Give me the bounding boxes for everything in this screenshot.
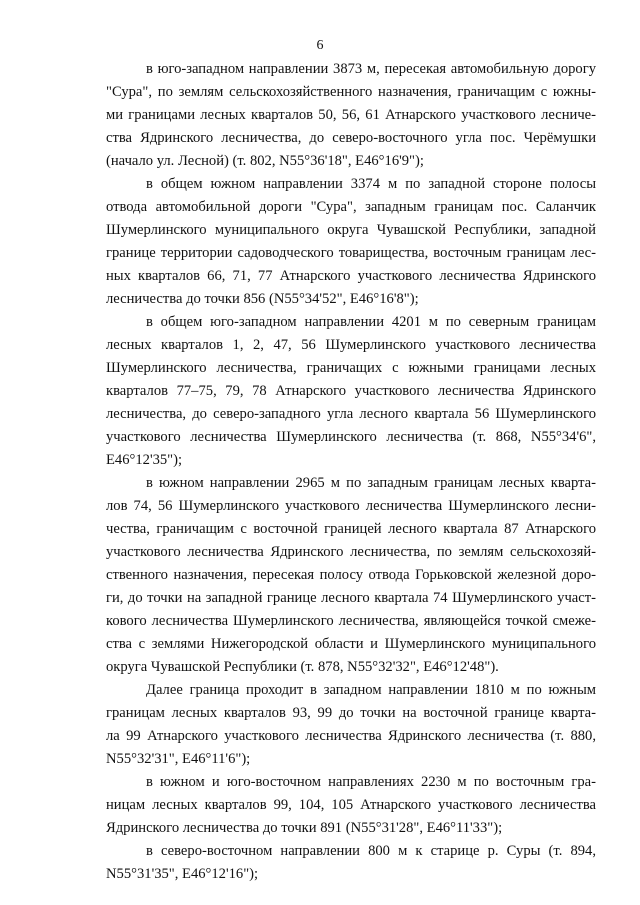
- paragraph: [106, 472, 596, 679]
- text-line: лесничества до точки 856 (N55°34'52", E46°16'8");: [106, 291, 419, 307]
- text-line: участкового лесничества Ядринского лесничества, по землям сельскохозяй-: [106, 544, 596, 560]
- text-line: кового лесничества Шумерлинского лесничества, являющейся точкой смеже-: [106, 613, 596, 629]
- paragraph: [106, 771, 596, 840]
- text-line: Шумерлинского лесничества, граничащих с южными границами лесных: [106, 360, 596, 376]
- text-line: ства с землями Нижегородской области и Шумерлинского муниципального: [106, 636, 596, 652]
- text-line: лесничества, до северо-западного угла лесного квартала 56 Шумерлинского: [106, 406, 596, 422]
- text-line: границе территории садоводческого товарищества, восточным границам лес-: [106, 245, 596, 261]
- text-line: E46°12'35");: [106, 452, 183, 468]
- text-line: "Сура", по землям сельскохозяйственного назначения, граничащим с южны-: [106, 84, 596, 100]
- text-line: округа Чувашской Республики (т. 878, N55°32'32", E46°12'48").: [106, 659, 499, 675]
- paragraph: [106, 173, 596, 311]
- text-line: в южном и юго-восточном направлениях 2230 м по восточным гра-: [146, 774, 596, 790]
- page-number: 6: [316, 38, 324, 53]
- text-line: границам лесных кварталов 93, 99 до точки на восточной границе кварта-: [106, 705, 596, 721]
- text-line: ла 99 Атнарского участкового лесничества Ядринского лесничества (т. 880,: [106, 728, 596, 744]
- text-line: в северо-восточном направлении 800 м к старице р. Суры (т. 894,: [146, 843, 596, 859]
- text-line: кварталов 77–75, 79, 78 Атнарского участкового лесничества Ядринского: [106, 383, 596, 399]
- document-body: [106, 58, 596, 886]
- paragraph: [106, 311, 596, 472]
- text-line: отвода автомобильной дороги "Сура", западным границам пос. Саланчик: [106, 199, 596, 215]
- text-line: лов 74, 56 Шумерлинского участкового лесничества Шумерлинского лесни-: [106, 498, 596, 514]
- text-line: в общем юго-западном направлении 4201 м по северным границам: [146, 314, 596, 330]
- text-line: ных кварталов 66, 71, 77 Атнарского участкового лесничества Ядринского: [106, 268, 596, 284]
- text-line: ги, до точки на западной границе лесного квартала 74 Шумерлинского участ-: [106, 590, 596, 606]
- text-line: в южном направлении 2965 м по западным границам лесных кварта-: [146, 475, 596, 491]
- text-line: в общем южном направлении 3374 м по западной стороне полосы: [146, 176, 596, 192]
- text-line: чества, граничащим с восточной границей лесного квартала 87 Атнарского: [106, 521, 596, 537]
- text-line: Далее граница проходит в западном направлении 1810 м по южным: [146, 682, 596, 698]
- paragraph: [106, 840, 596, 886]
- text-line: N55°32'31", E46°11'6");: [106, 751, 251, 767]
- text-line: Шумерлинского муниципального округа Чувашской Республики, западной: [106, 222, 596, 238]
- text-line: в юго-западном направлении 3873 м, пересекая автомобильную дорогу: [146, 61, 596, 77]
- paragraph: [106, 679, 596, 771]
- text-line: ства Ядринского лесничества, до северо-восточного угла пос. Черёмушки: [106, 130, 596, 146]
- text-line: ницам лесных кварталов 99, 104, 105 Атнарского участкового лесничества: [106, 797, 596, 813]
- text-line: лесных кварталов 1, 2, 47, 56 Шумерлинского участкового лесничества: [106, 337, 596, 353]
- paragraph: [106, 58, 596, 173]
- text-line: N55°31'35", E46°12'16");: [106, 866, 259, 882]
- text-line: ми границами лесных кварталов 50, 56, 61 Атнарского участкового лесниче-: [106, 107, 596, 123]
- text-line: участкового лесничества Шумерлинского лесничества (т. 868, N55°34'6",: [106, 429, 596, 445]
- text-line: (начало ул. Лесной) (т. 802, N55°36'18", E46°16'9");: [106, 153, 424, 169]
- text-line: Ядринского лесничества до точки 891 (N55°31'28", E46°11'33");: [106, 820, 503, 836]
- text-line: ственного назначения, пересекая полосу отвода Горьковской железной доро-: [106, 567, 596, 583]
